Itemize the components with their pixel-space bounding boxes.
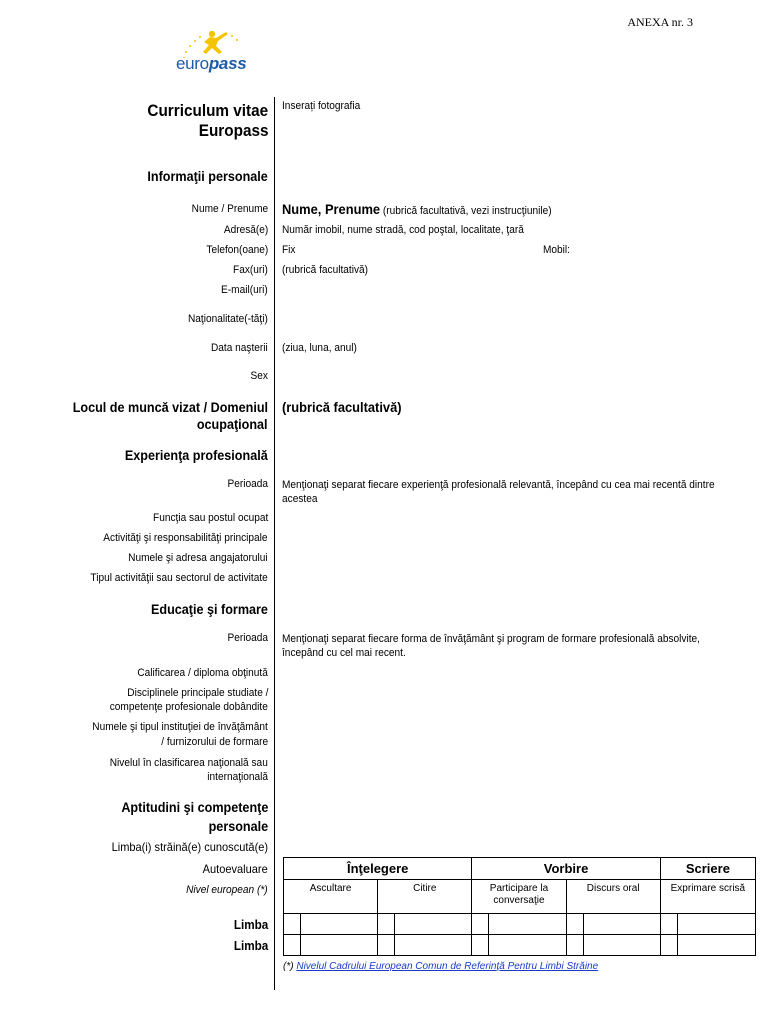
value-job: (rubrică facultativă) <box>282 399 402 415</box>
label-education-period: Perioada <box>227 632 268 644</box>
table-cell[interactable] <box>583 914 660 935</box>
label-email: E-mail(uri) <box>221 284 268 296</box>
skills-heading-line1: Aptitudini şi competenţe <box>120 799 268 815</box>
value-phone-mobile: Mobil: <box>543 244 570 256</box>
label-institution-line1: Numele şi tipul instituţiei de învăţământ <box>92 721 268 733</box>
label-activities: Activităţi şi responsabilităţi principale <box>103 532 268 544</box>
label-level-line1: Nivelul în clasificarea naţională sau <box>109 757 268 769</box>
label-nationality: Naţionalitate(-tăţi) <box>188 313 268 325</box>
europass-logo <box>176 30 266 80</box>
value-education-period: Menţionaţi separat fiecare forma de învăţământ şi program de formare profesională absolvite, începând cu cel mai recent. <box>282 633 700 659</box>
label-european-level: Nivel european (*) <box>186 884 268 896</box>
label-language-2: Limba <box>233 938 268 953</box>
label-phone: Telefon(oane) <box>206 244 268 256</box>
value-phone-fixed: Fix <box>282 244 296 256</box>
header-writing: Scriere <box>660 858 755 880</box>
photo-placeholder: Inserați fotografia <box>282 100 361 112</box>
label-fax: Fax(uri) <box>233 264 268 276</box>
table-cell[interactable] <box>660 914 677 935</box>
job-heading-line2: ocupaţional <box>197 416 268 432</box>
label-birth-date: Data naşterii <box>211 342 268 354</box>
cv-title-line1: Curriculum vitae <box>147 101 268 120</box>
label-sex: Sex <box>250 370 268 382</box>
table-cell[interactable] <box>566 935 583 956</box>
label-address: Adresă(e) <box>223 224 268 236</box>
job-heading-line1: Locul de muncă vizat / Domeniul <box>72 399 268 415</box>
europass-wordmark: europass <box>176 54 247 73</box>
section-education: Educaţie şi formare <box>151 601 268 617</box>
cefr-footnote: (*) Nivelul Cadrului European Comun de Referinţă Pentru Limbi Străine <box>283 961 599 972</box>
column-divider <box>274 97 275 990</box>
table-row <box>284 935 756 956</box>
label-qualification: Calificarea / diploma obţinută <box>137 667 268 679</box>
header-reading: Citire <box>378 880 472 914</box>
value-birth-date: (ziua, luna, anul) <box>282 342 357 354</box>
label-language-1: Limba <box>233 917 268 932</box>
table-cell[interactable] <box>566 914 583 935</box>
table-cell[interactable] <box>378 914 395 935</box>
table-cell[interactable] <box>395 935 472 956</box>
table-cell[interactable] <box>472 935 489 956</box>
value-fax: (rubrică facultativă) <box>282 264 369 276</box>
header-production: Discurs oral <box>566 880 660 914</box>
value-experience-period: Menţionaţi separat fiecare experienţă profesională relevantă, începând cu cea mai recentă dintre acestea <box>282 479 715 505</box>
skills-heading-line2: personale <box>208 818 268 834</box>
table-cell[interactable] <box>378 935 395 956</box>
language-assessment-table <box>283 857 756 956</box>
label-disciplines-line1: Disciplinele principale studiate / <box>126 687 268 699</box>
value-address: Număr imobil, nume stradă, cod poştal, localitate, ţară <box>282 224 524 236</box>
table-cell[interactable] <box>301 935 378 956</box>
label-disciplines-line2: competenţe profesionale dobândite <box>109 701 268 713</box>
header-listening: Ascultare <box>284 880 378 914</box>
header-interaction: Participare la conversaţie <box>472 880 566 914</box>
label-foreign-languages: Limba(i) străină(e) cunoscută(e) <box>111 840 268 854</box>
value-name: Nume, Prenume (rubrică facultativă, vezi instrucţiunile) <box>282 201 552 217</box>
label-name: Nume / Prenume <box>191 203 268 215</box>
label-employer: Numele şi adresa angajatorului <box>128 552 268 564</box>
table-cell[interactable] <box>284 935 301 956</box>
table-cell[interactable] <box>489 914 566 935</box>
header-understanding: Înţelegere <box>284 858 472 880</box>
header-written: Exprimare scrisă <box>660 880 755 914</box>
label-sector: Tipul activităţii sau sectorul de activitate <box>90 572 268 584</box>
table-cell[interactable] <box>489 935 566 956</box>
label-self-assessment: Autoevaluare <box>202 862 268 876</box>
label-experience-period: Perioada <box>227 478 268 490</box>
table-cell[interactable] <box>677 914 755 935</box>
cv-title-line2: Europass <box>198 121 268 140</box>
table-row <box>284 914 756 935</box>
table-cell[interactable] <box>472 914 489 935</box>
table-cell[interactable] <box>284 914 301 935</box>
table-cell[interactable] <box>395 914 472 935</box>
annex-number: ANEXA nr. 3 <box>627 15 693 29</box>
table-cell[interactable] <box>583 935 660 956</box>
table-cell[interactable] <box>677 935 755 956</box>
label-institution-line2: / furnizorului de formare <box>161 736 268 748</box>
header-speaking: Vorbire <box>472 858 660 880</box>
label-function: Funcţia sau postul ocupat <box>152 512 268 524</box>
label-level-line2: internaţională <box>207 771 268 783</box>
cefr-link[interactable]: Nivelul Cadrului European Comun de Referinţă Pentru Limbi Străine <box>296 961 599 972</box>
table-cell[interactable] <box>660 935 677 956</box>
section-experience: Experienţa profesională <box>125 447 268 463</box>
table-cell[interactable] <box>301 914 378 935</box>
section-personal-info: Informaţii personale <box>147 168 268 184</box>
